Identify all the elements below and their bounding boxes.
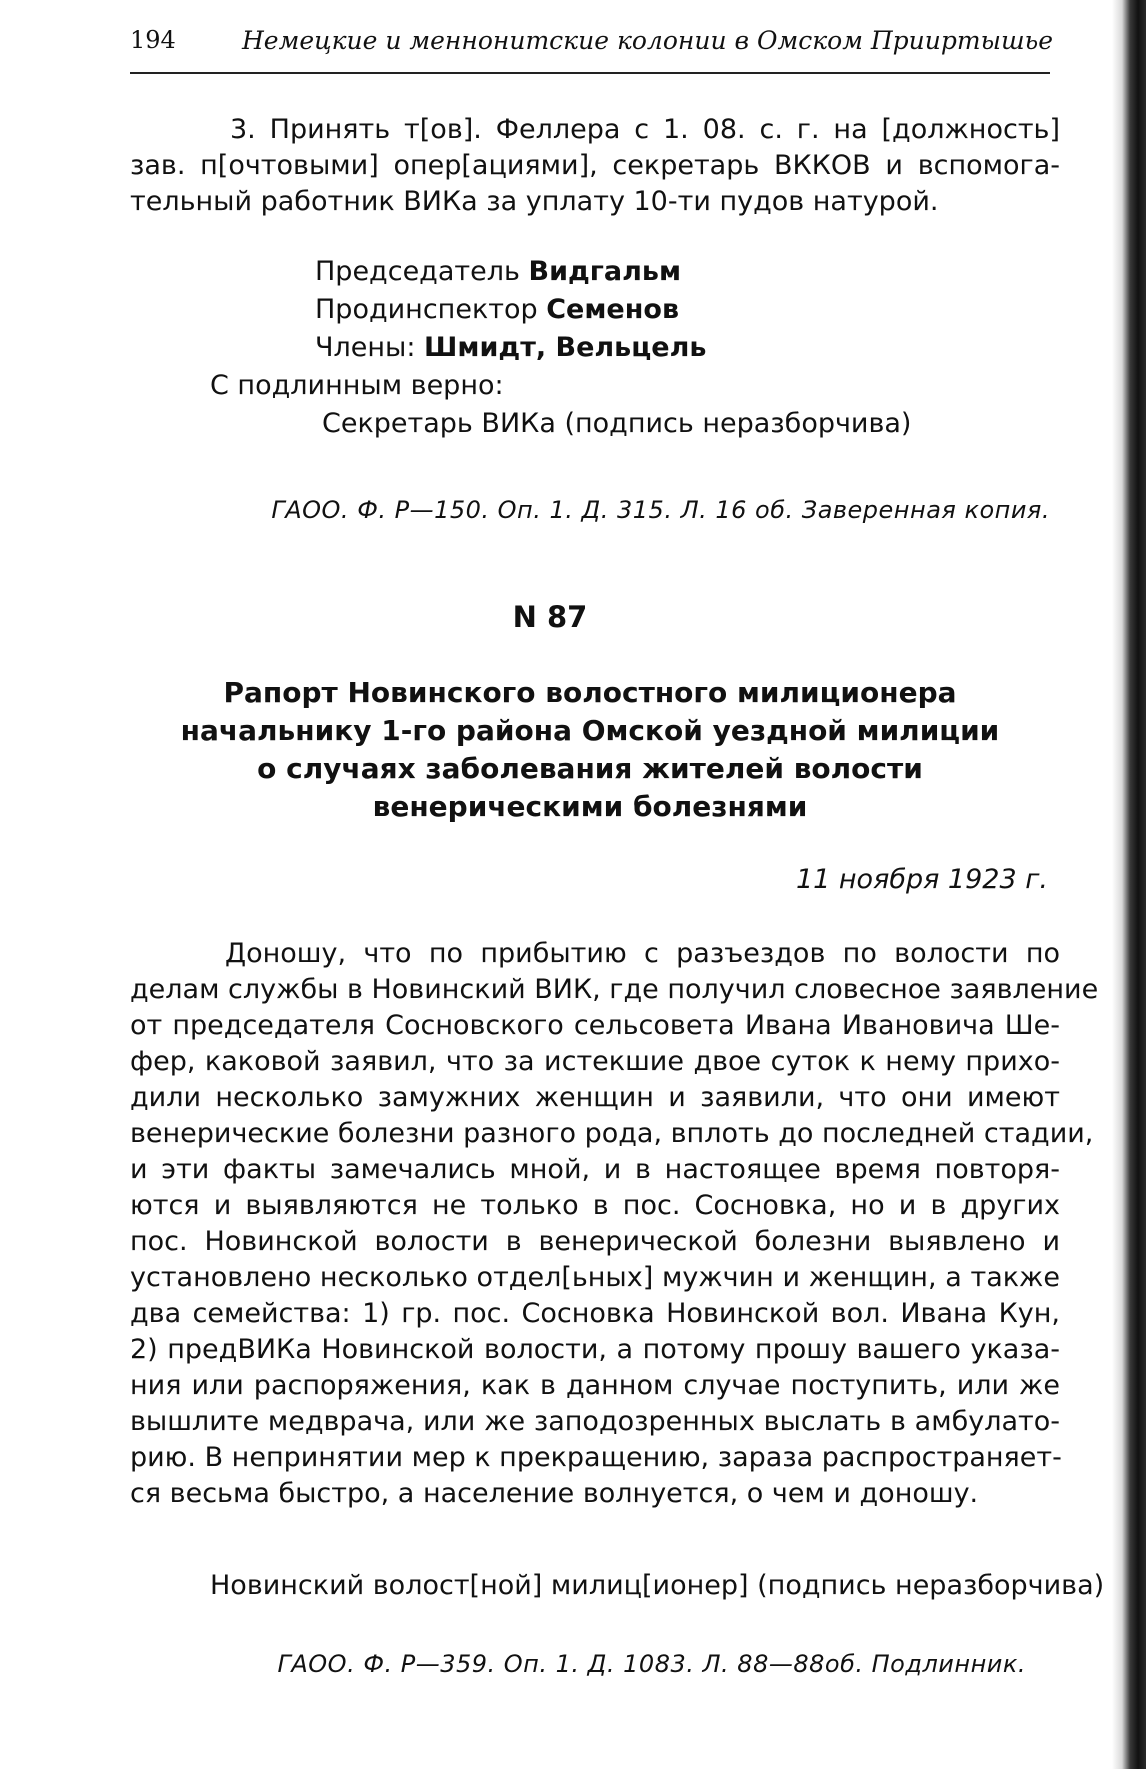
inspector-role: Продинспектор (315, 294, 538, 325)
report-body-line: установлено несколько отдел[ьных] мужчин и женщин, а также (130, 1262, 1060, 1293)
document-number: N 87 (512, 600, 588, 634)
document-date: 11 ноября 1923 г. (795, 864, 1048, 895)
report-body-line: и эти факты замечались мной, и в настоящее время повторя- (130, 1154, 1060, 1185)
document-title-line: о случаях заболевания жителей волости (257, 752, 923, 785)
item-3-line: 3. Принять т[ов]. Феллера с 1. 08. с. г. на [должность] (230, 114, 1060, 145)
item-3-line: тельный работник ВИКа за уплату 10-ти пудов натурой. (130, 186, 939, 217)
report-body-line: от председателя Сосновского сельсовета Ивана Ивановича Ше- (130, 1010, 1060, 1041)
chair-signature (210, 253, 970, 291)
report-body-line: делам службы в Новинский ВИК, где получил словесное заявление (130, 974, 1099, 1005)
report-body-line: два семейства: 1) гр. пос. Сосновка Новинской вол. Ивана Кун, (130, 1298, 1060, 1329)
secretary-signature: Секретарь ВИКа (подпись неразборчива) (322, 408, 912, 439)
document-title (130, 674, 1050, 826)
page-edge-shadow (1112, 0, 1146, 1769)
report-body-line: рию. В непринятии мер к прекращению, зараза распространяет- (130, 1442, 1062, 1473)
signature-block (210, 253, 970, 443)
report-body-line: фер, каковой заявил, что за истекшие двое суток к нему прихо- (130, 1046, 1060, 1077)
page-number: 194 (130, 26, 176, 54)
report-body-line: ся весьма быстро, а население волнуется, о чем и доношу. (130, 1478, 979, 1509)
militiaman-signoff: Новинский волост[ной] милиц[ионер] (подпись неразборчива) (210, 1570, 1105, 1601)
chair-role: Председатель (315, 256, 520, 287)
document-title-line: начальнику 1-го района Омской уездной милиции (180, 714, 1000, 747)
report-body-line: пос. Новинской волости в венерической болезни выявлено и (130, 1226, 1060, 1257)
item-3-paragraph (130, 112, 1060, 220)
members-role: Члены: (315, 332, 416, 363)
report-body-line: ются и выявляются не только в пос. Сосновка, но и в других (130, 1190, 1060, 1221)
report-body-line: дили несколько замужних женщин и заявили, что они имеют (130, 1082, 1060, 1113)
members-signature (210, 329, 970, 367)
report-body-line: ния или распоряжения, как в данном случае поступить, или же (130, 1370, 1060, 1401)
item-3-line: зав. п[очтовыми] опер[ациями], секретарь ВККОВ и вспомога- (130, 150, 1060, 181)
page-header (130, 18, 1054, 74)
archive-source-reference: ГАОО. Ф. Р—359. Оп. 1. Д. 1083. Л. 88—88об. Подлинник. (277, 1650, 1026, 1678)
members-names: Шмидт, Вельцель (424, 332, 707, 363)
document-title-line: Рапорт Новинского волостного милиционера (223, 676, 957, 709)
report-body-line: 2) предВИКа Новинской волости, а потому прошу вашего указа- (130, 1334, 1060, 1365)
chair-name: Видгальм (528, 256, 682, 287)
inspector-signature (210, 291, 970, 329)
running-title: Немецкие и меннонитские колонии в Омском Прииртышье (242, 26, 1054, 55)
inspector-name: Семенов (546, 294, 680, 325)
archive-source-reference: ГАОО. Ф. Р—150. Оп. 1. Д. 315. Л. 16 об. Заверенная копия. (271, 496, 1050, 524)
report-body-line: вышлите медврача, или же заподозренных выслать в амбулато- (130, 1406, 1060, 1437)
report-body-line: Доношу, что по прибытию с разъездов по волости по (225, 938, 1060, 969)
report-body-line: венерические болезни разного рода, вплоть до последней стадии, (130, 1118, 1094, 1149)
report-body (130, 936, 1099, 1512)
document-title-line: венерическими болезнями (372, 790, 808, 823)
true-copy-note: С подлинным верно: (210, 370, 504, 401)
